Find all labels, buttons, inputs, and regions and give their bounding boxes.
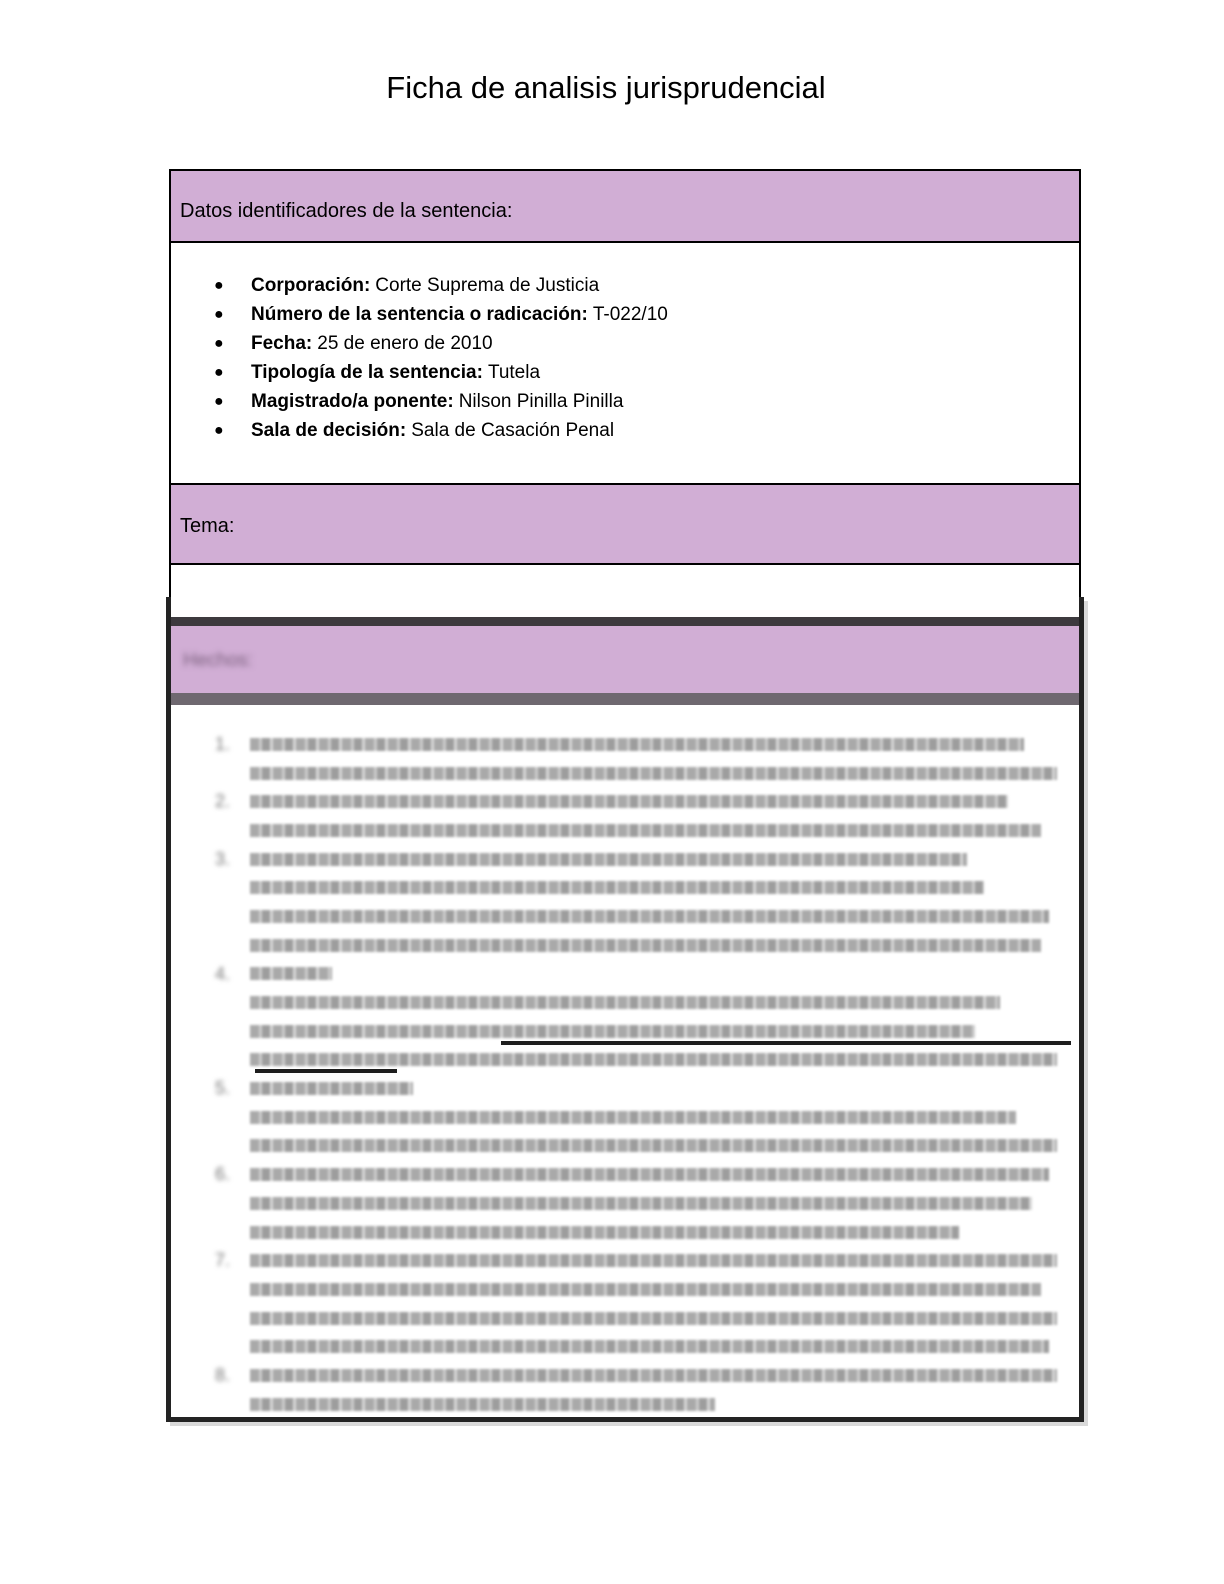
hechos-item [171,1361,1079,1418]
bullet-icon: ● [214,276,224,294]
obscured-text-line [250,1103,1079,1132]
datos-item [214,358,1079,387]
datos-item-label: Tipología de la sentencia: [251,361,483,383]
datos-list [171,271,1079,445]
obscured-text-line [250,1160,1079,1189]
hechos-item [171,1160,1079,1246]
hechos-item-number: 4. [214,963,230,984]
obscured-text-line [250,1332,1079,1361]
hechos-list [171,730,1079,1419]
bullet-icon: ● [214,334,224,352]
section-heading-datos: Datos identificadores de la sentencia: [180,199,513,222]
section-body-datos [171,243,1079,483]
section-heading-tema: Tema: [180,514,235,537]
hechos-item-number: 2. [214,791,230,812]
datos-item-label: Número de la sentencia o radicación: [251,303,588,325]
obscured-text-line [250,988,1079,1017]
obscured-text-line [250,1189,1079,1218]
section-header-datos [171,171,1079,243]
datos-item-label: Corporación: [251,274,371,296]
obscured-text-line [250,787,1079,816]
bullet-icon: ● [214,363,224,381]
hechos-item [171,1246,1079,1361]
obscured-text-line [250,873,1079,902]
datos-item [214,271,1079,300]
analysis-table [169,169,1081,617]
obscured-underline [255,1069,397,1073]
datos-item [214,416,1079,445]
obscured-text-line [250,1390,1079,1419]
datos-item-label: Fecha: [251,332,313,354]
obscured-underline [501,1041,1071,1045]
datos-item-label: Magistrado/a ponente: [251,390,454,412]
bullet-icon: ● [214,305,224,323]
bullet-icon: ● [214,392,224,410]
hechos-item-number: 6. [214,1164,230,1185]
datos-item-label: Sala de decisión: [251,419,407,441]
hechos-item [171,787,1079,844]
hechos-item [171,730,1079,787]
obscured-hechos-region [166,597,1084,1422]
hechos-item-number: 7. [214,1250,230,1271]
obscured-text-line [250,1275,1079,1304]
datos-item-value: Corte Suprema de Justicia [375,274,600,296]
section-header-tema [171,483,1079,565]
datos-item [214,387,1079,416]
obscured-text-line [250,1132,1079,1161]
hechos-item [171,845,1079,960]
hechos-item [171,1074,1079,1160]
obscured-text-line [250,816,1079,845]
obscured-text-line [250,1218,1079,1247]
datos-item [214,329,1079,358]
hechos-item-number: 8. [214,1365,230,1386]
bullet-icon: ● [214,421,224,439]
section-header-hechos [171,617,1079,705]
obscured-text-line [250,1304,1079,1333]
datos-item-value: Tutela [487,361,541,383]
hechos-item [171,960,1079,1075]
obscured-text-line [250,1361,1079,1390]
obscured-text-line [250,902,1079,931]
datos-item [214,300,1079,329]
obscured-text-line [250,960,1079,989]
datos-item-value: T-022/10 [592,303,668,325]
datos-item-value: Sala de Casación Penal [411,419,615,441]
datos-item-value: 25 de enero de 2010 [317,332,493,354]
obscured-text-line [250,845,1079,874]
obscured-text-line [250,931,1079,960]
hechos-item-number: 5. [214,1078,230,1099]
obscured-text-line [250,759,1079,788]
hechos-item-number: 1. [214,734,230,754]
obscured-text-line [250,730,1079,759]
hechos-item-number: 3. [214,848,230,869]
obscured-text-line [250,1246,1079,1275]
obscured-text-line [250,1074,1079,1103]
section-heading-hechos: Hechos: [183,650,253,671]
datos-item-value: Nilson Pinilla Pinilla [458,390,624,412]
page-title: Ficha de analisis jurisprudencial [386,70,826,105]
